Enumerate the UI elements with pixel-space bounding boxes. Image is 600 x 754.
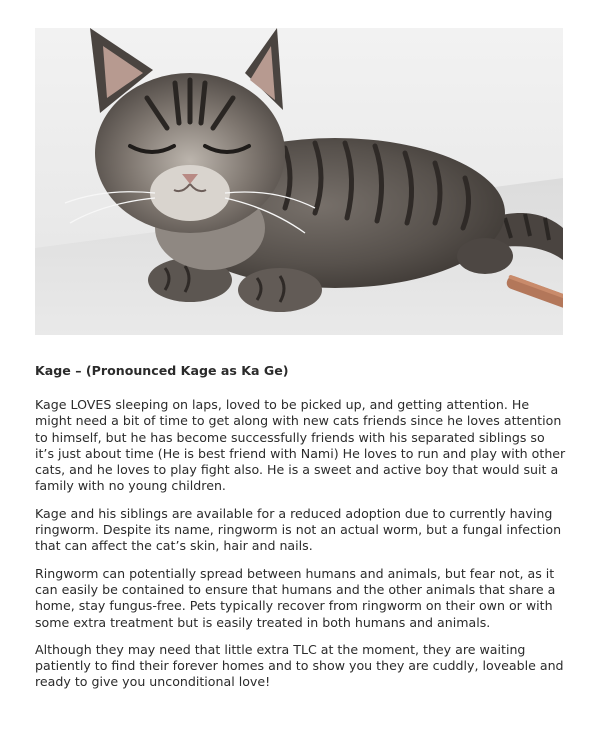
- pet-name-heading: Kage – (Pronounced Kage as Ka Ge): [35, 363, 289, 378]
- cat-photo: [35, 28, 563, 335]
- cat-illustration: [35, 28, 563, 335]
- description-paragraph-ringworm: Kage and his siblings are available for a reduced adoption due to currently having ringworm. Despite its name, ringworm is not an actual worm, but a fungal infection that can affect the cat’s skin, hair and nails.: [35, 505, 562, 554]
- description-paragraph-treatment: Ringworm can potentially spread between humans and animals, but fear not, as it can easily be contained to ensure that humans and the other animals that share a home, stay fungus-free. Pets typically recover from ringworm on their own or with some extra treatment but is easily treated in both humans and animals.: [35, 565, 556, 630]
- adoption-article: [35, 362, 567, 702]
- description-paragraph-closing: Although they may need that little extra TLC at the moment, they are waiting patiently to find their forever homes and to show you they are cuddly, loveable and ready to give you unconditional love!: [35, 641, 564, 690]
- description-paragraph-personality: Kage LOVES sleeping on laps, loved to be picked up, and getting attention. He might need a bit of time to get along with new cats friends since he loves attention to himself, but he has become successfully friends with his separated siblings so it’s just about time (He is best friend with Nami) He loves to run and play with other cats, and he loves to play fight also. He is a sweet and active boy that would suit a family with no young children.: [35, 397, 566, 494]
